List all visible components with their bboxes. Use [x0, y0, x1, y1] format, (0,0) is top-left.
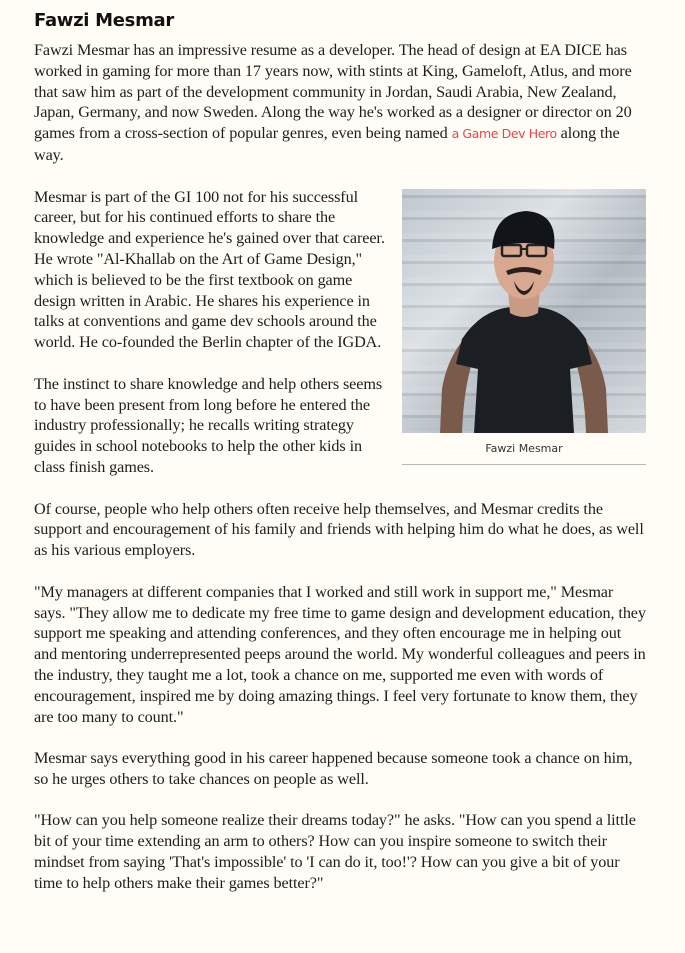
- paragraph-managers-quote: "My managers at different companies that I worked and still work in support me," Mesmar says. "They allow me to dedicate my free time to game design and development education, they support me speaking and attending conferences, and they often encourage me in helping out and mentoring underrepresented peeps around the world. My wonderful colleagues and peers in the industry, they taught me a lot, took a chance on me, supported me even with words of encouragement, inspired me by doing amazing things. I feel very fortunate to know them, they are too many to count.": [34, 582, 646, 726]
- paragraph-gi100: Mesmar is part of the GI 100 not for his successful career, but for his continued efforts to share the knowledge and experience he's gained over that career. He wrote "Al-Khallab on the Art of Game Design," which is believed to be the first textbook on game design written in Arabic. He shares his experience in talks at conventions and game dev schools around the world. He co-founded the Berlin chapter of the IGDA.: [34, 187, 385, 352]
- game-dev-hero-link[interactable]: a Game Dev Hero: [451, 126, 557, 142]
- paragraph-support: Of course, people who help others often receive help themselves, and Mesmar credits the support and encouragement of his family and friends with helping him do what he does, as well as his various employers.: [34, 499, 644, 560]
- paragraph-chances: Mesmar says everything good in his career happened because someone took a chance on him, so he urges others to take chances on people as well.: [34, 749, 633, 788]
- paragraph-intro: [34, 40, 646, 166]
- paragraph-instinct: The instinct to share knowledge and help others seems to have been present from long before he entered the industry professionally; he recalls writing strategy guides in school notebooks to help the other kids in class finish games.: [34, 374, 383, 476]
- portrait-photo: [402, 189, 646, 433]
- paragraph-dreams-quote: "How can you help someone realize their dreams today?" he asks. "How can you spend a little bit of your time extending an arm to others? How can you inspire someone to switch their mindset from saying 'That's impossible' to 'I can do it, too!'? How can you give a bit of your time to help others make their games better?": [34, 811, 636, 892]
- portrait-caption: Fawzi Mesmar: [402, 433, 646, 465]
- shirt-shape: [456, 307, 592, 433]
- paragraph-intro-text: Fawzi Mesmar has an impressive resume as a developer. The head of design at EA DICE has worked in gaming for more than 17 years now, with stints at King, Gameloft, Atlus, and more that saw him as part of the development community in Jordan, Saudi Arabia, New Zealand, Japan, Germany, and now Sweden. Along the way he's worked as a designer or director on 20 games from a cross-section of popular genres, even being named: [34, 41, 632, 143]
- portrait-illustration: [402, 189, 646, 433]
- section-heading: Fawzi Mesmar: [34, 10, 174, 31]
- portrait-figure: [402, 189, 646, 465]
- paragraph-intro-tail: along the way.: [34, 124, 620, 164]
